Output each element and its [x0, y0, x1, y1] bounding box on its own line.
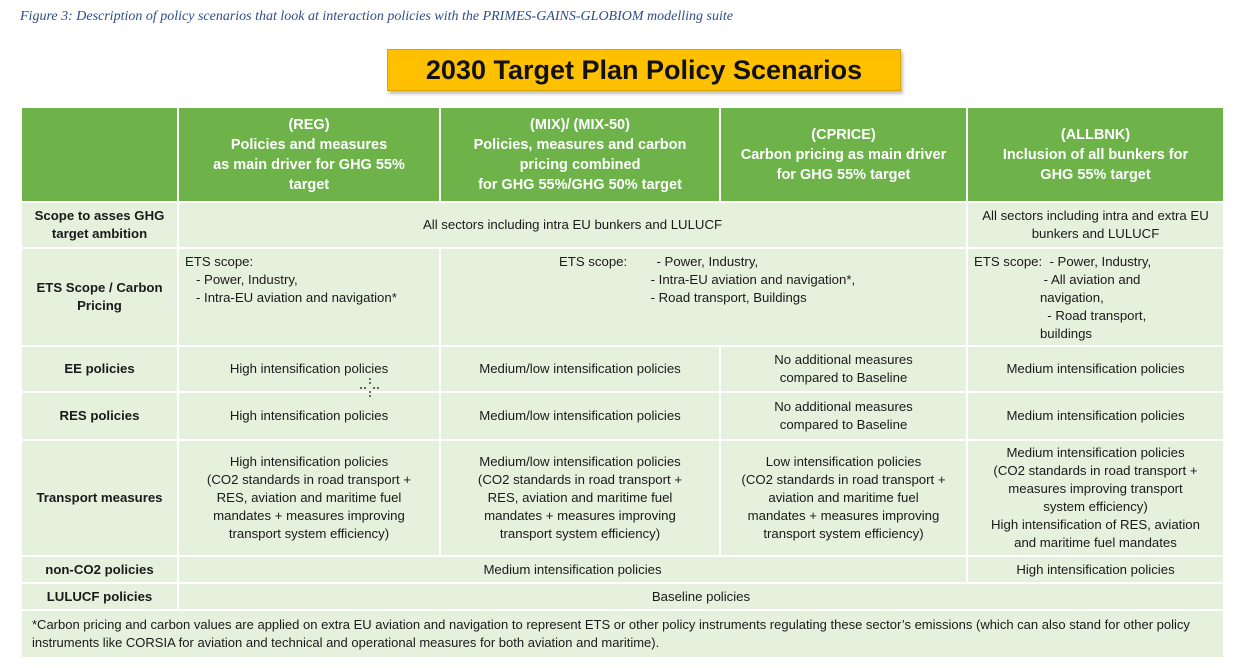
page-title: 2030 Target Plan Policy Scenarios — [387, 49, 901, 91]
row-label-nonco2: non-CO2 policies — [22, 556, 178, 583]
cell-transport-reg: High intensification policies (CO2 standards in road transport + RES, aviation and maritime fuel mandates + measures improving transport system efficiency) — [178, 440, 440, 556]
cell-ee-allbnk: Medium intensification policies — [967, 346, 1224, 392]
cell-ee-reg: High intensification policies — [178, 346, 440, 392]
row-ets — [22, 248, 1224, 346]
row-label-ee: EE policies — [22, 346, 178, 392]
cell-ee-mix: Medium/low intensification policies — [440, 346, 720, 392]
cell-res-reg: High intensification policies — [178, 392, 440, 440]
cell-transport-mix: Medium/low intensification policies (CO2 standards in road transport + RES, aviation and maritime fuel mandates + measures improving transport system efficiency) — [440, 440, 720, 556]
cell-ee-cprice: No additional measures compared to Baseline — [720, 346, 967, 392]
row-label-lulucf: LULUCF policies — [22, 583, 178, 610]
header-row — [22, 108, 1224, 202]
row-label-transport: Transport measures — [22, 440, 178, 556]
cell-res-allbnk: Medium intensification policies — [967, 392, 1224, 440]
header-empty-cell — [22, 108, 178, 202]
cell-transport-allbnk: Medium intensification policies (CO2 standards in road transport + measures improving transport system efficiency) High intensification of RES, aviation and maritime fuel mandates — [967, 440, 1224, 556]
cell-scope-allbnk: All sectors including intra and extra EU bunkers and LULUCF — [967, 202, 1224, 248]
header-cprice: (CPRICE) Carbon pricing as main driver for GHG 55% target — [720, 108, 967, 202]
policy-scenarios-table — [22, 108, 1225, 659]
cell-res-cprice: No additional measures compared to Baseline — [720, 392, 967, 440]
row-transport — [22, 440, 1224, 556]
header-reg: (REG) Policies and measures as main driver for GHG 55% target — [178, 108, 440, 202]
cell-lulucf-merged: Baseline policies — [178, 583, 1224, 610]
row-label-ets: ETS Scope / Carbon Pricing — [22, 248, 178, 346]
cell-ets-reg: ETS scope: - Power, Industry, - Intra-EU aviation and navigation* — [178, 248, 440, 346]
row-ee — [22, 346, 1224, 392]
row-lulucf — [22, 583, 1224, 610]
footnote-row — [22, 610, 1224, 658]
row-label-res: RES policies — [22, 392, 178, 440]
cell-scope-merged: All sectors including intra EU bunkers and LULUCF — [178, 202, 967, 248]
row-scope — [22, 202, 1224, 248]
cell-res-mix: Medium/low intensification policies — [440, 392, 720, 440]
row-res — [22, 392, 1224, 440]
footnote: *Carbon pricing and carbon values are applied on extra EU aviation and navigation to represent ETS or other policy instruments regulating these sector’s emissions (which can also stand for other policy instruments like CORSIA for aviation and technical and operational measures for both aviation and maritime). — [22, 610, 1224, 658]
cell-ets-allbnk: ETS scope: - Power, Industry, - All aviation and navigation, - Road transport, buildings — [967, 248, 1224, 346]
row-label-scope: Scope to asses GHG target ambition — [22, 202, 178, 248]
cell-ets-mix-cprice: ETS scope: - Power, Industry, - Intra-EU aviation and navigation*, - Road transport, Buildings — [440, 248, 967, 346]
row-nonco2 — [22, 556, 1224, 583]
cell-transport-cprice: Low intensification policies (CO2 standards in road transport + aviation and maritime fuel mandates + measures improving transport system efficiency) — [720, 440, 967, 556]
header-mix: (MIX)/ (MIX-50) Policies, measures and carbon pricing combined for GHG 55%/GHG 50% target — [440, 108, 720, 202]
cell-nonco2-allbnk: High intensification policies — [967, 556, 1224, 583]
cell-nonco2-merged: Medium intensification policies — [178, 556, 967, 583]
crosshair-cursor-icon — [360, 378, 380, 398]
header-allbnk: (ALLBNK) Inclusion of all bunkers for GHG 55% target — [967, 108, 1224, 202]
figure-caption: Figure 3: Description of policy scenarios that look at interaction policies with the PRIMES-GAINS-GLOBIOM modelling suite — [20, 9, 733, 24]
